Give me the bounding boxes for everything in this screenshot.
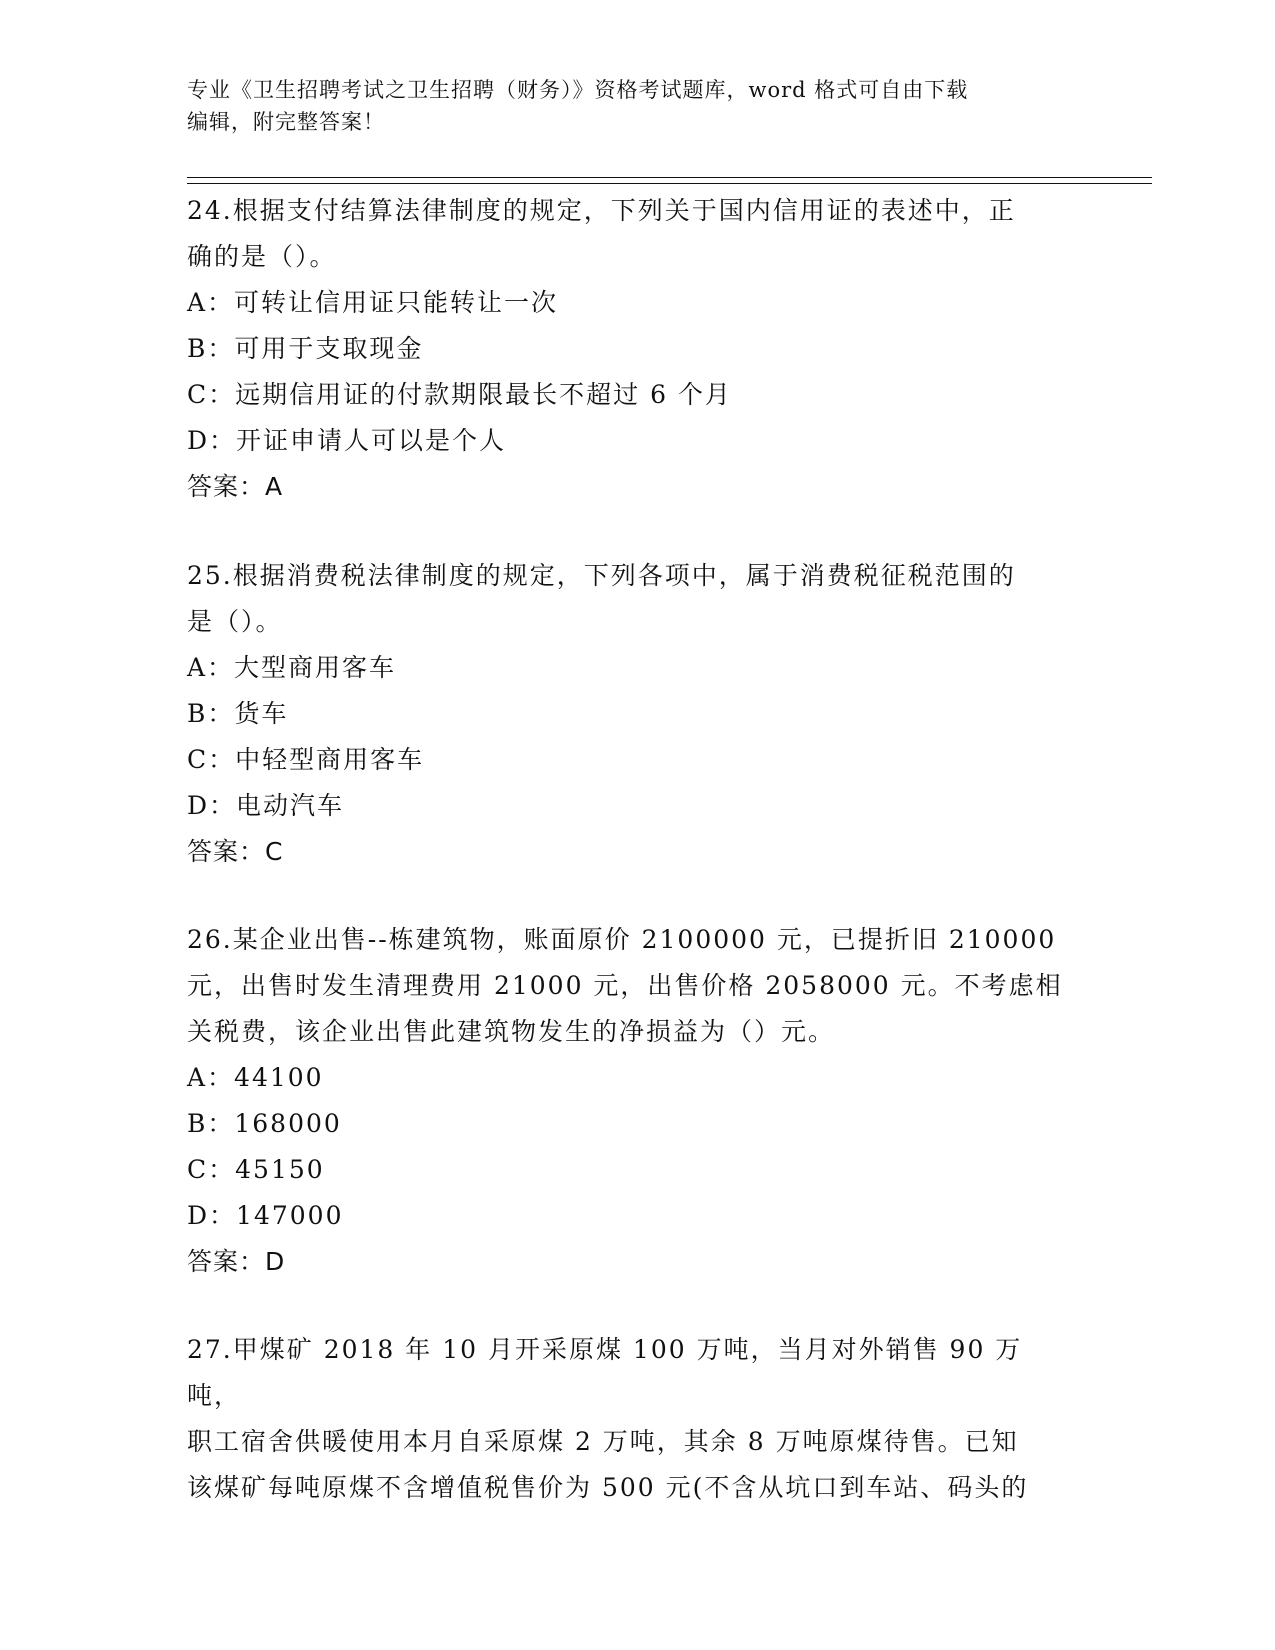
question-stem: 职工宿舍供暖使用本月自采原煤 2 万吨，其余 8 万吨原煤待售。已知 [187,1427,1019,1456]
question-stem: 关税费，该企业出售此建筑物发生的净损益为（）元。 [187,1017,836,1046]
question-26 [187,917,1072,1285]
option-d: D：电动汽车 [187,791,345,820]
question-27 [187,1327,1072,1511]
option-b: B：168000 [187,1109,342,1138]
question-stem: 24.根据支付结算法律制度的规定，下列关于国内信用证的表述中，正 [187,196,1016,225]
document-header [187,74,1067,138]
option-a: A：44100 [187,1063,324,1092]
question-24 [187,188,1072,510]
option-c: C：中轻型商用客车 [187,745,425,774]
question-stem: 是（）。 [187,607,283,636]
answer: 答案：C [187,837,284,866]
option-a: A：可转让信用证只能转让一次 [187,288,559,317]
option-b: B：可用于支取现金 [187,334,424,363]
question-stem: 确的是（）。 [187,242,337,271]
header-line-1: 专业《卫生招聘考试之卫生招聘（财务）》资格考试题库，word 格式可自由下载 [187,78,969,102]
option-d: D：开证申请人可以是个人 [187,426,507,455]
question-stem: 该煤矿每吨原煤不含增值税售价为 500 元(不含从坑口到车站、码头的 [187,1473,1029,1502]
answer: 答案：D [187,1247,286,1276]
question-stem: 25.根据消费税法律制度的规定，下列各项中，属于消费税征税范围的 [187,561,1016,590]
question-stem: 27.甲煤矿 2018 年 10 月开采原煤 100 万吨，当月对外销售 90 万吨， [187,1335,1023,1410]
question-25 [187,553,1072,875]
option-a: A：大型商用客车 [187,653,397,682]
option-c: C：远期信用证的付款期限最长不超过 6 个月 [187,380,732,409]
answer: 答案：A [187,472,284,501]
option-b: B：货车 [187,699,289,728]
header-line-2: 编辑，附完整答案！ [187,110,385,134]
option-c: C：45150 [187,1155,325,1184]
question-stem: 26.某企业出售--栋建筑物，账面原价 2100000 元，已提折旧 210000 [187,925,1057,954]
header-divider-top [187,177,1152,178]
option-d: D：147000 [187,1201,344,1230]
header-divider-bottom [187,183,1152,184]
question-stem: 元，出售时发生清理费用 21000 元，出售价格 2058000 元。不考虑相 [187,971,1063,1000]
